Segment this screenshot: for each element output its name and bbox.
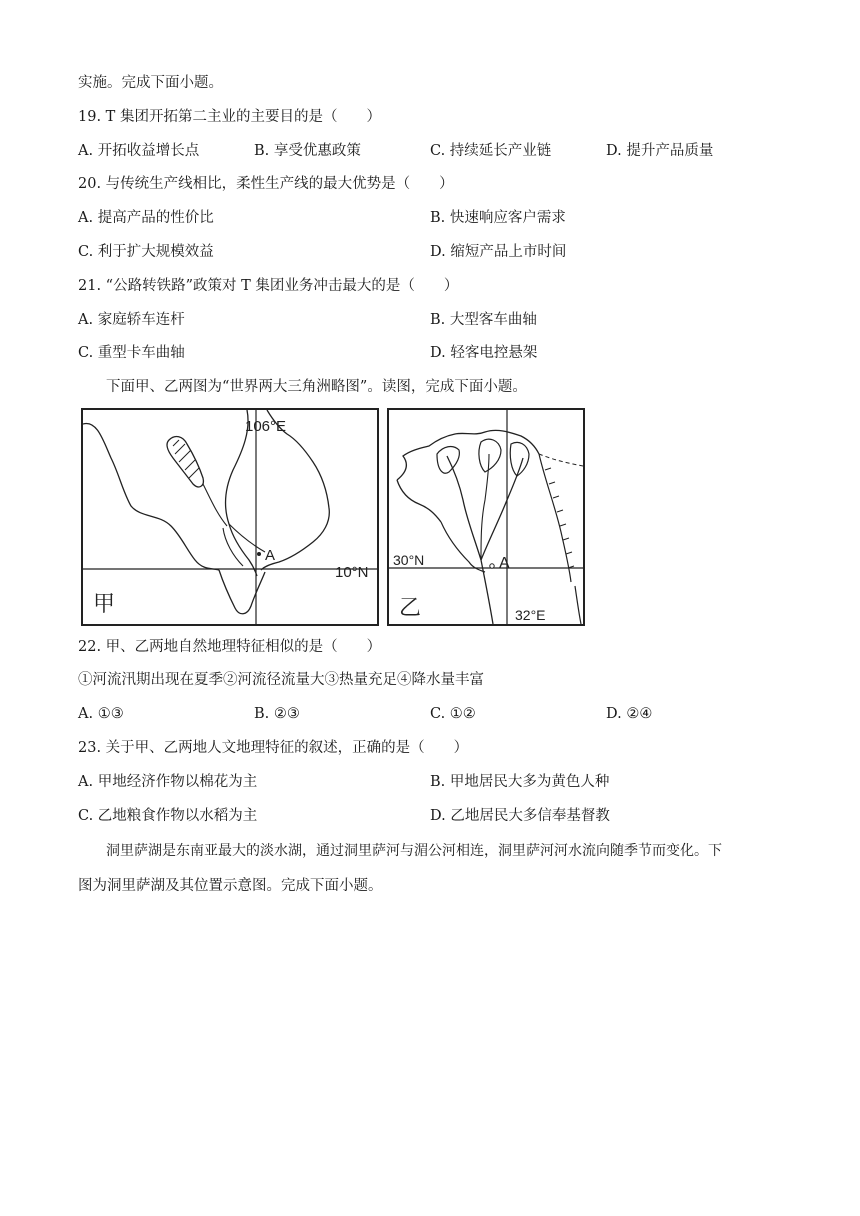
intro-tail: 实施。完成下面小题。 xyxy=(78,75,223,91)
q23-stem: 23. 关于甲、乙两地人文地理特征的叙述，正确的是（ ） xyxy=(78,740,469,756)
q19-option-d[interactable]: D. 提升产品质量 xyxy=(606,143,714,159)
q19-option-b[interactable]: B. 享受优惠政策 xyxy=(254,143,361,159)
q20-option-c[interactable]: C. 利于扩大规模效益 xyxy=(78,244,214,260)
q22-option-a[interactable]: A. ①③ xyxy=(78,706,124,722)
map-jia-longitude-label: 106°E xyxy=(245,418,287,435)
q23-option-d[interactable]: D. 乙地居民大多信奉基督教 xyxy=(430,808,610,824)
q20-option-b[interactable]: B. 快速响应客户需求 xyxy=(430,210,566,226)
map-yi-label: 乙 xyxy=(399,596,422,621)
q22-statements: ①河流汛期出现在夏季②河流径流量大③热量充足④降水量丰富 xyxy=(78,672,484,688)
q23-option-b[interactable]: B. 甲地居民大多为黄色人种 xyxy=(430,774,610,790)
map-yi-latitude-label: 30°N xyxy=(393,552,425,568)
map-yi-point-label: A xyxy=(499,555,510,572)
q23-option-c[interactable]: C. 乙地粮食作物以水稻为主 xyxy=(78,808,258,824)
q21-option-c[interactable]: C. 重型卡车曲轴 xyxy=(78,345,185,361)
map-yi-figure xyxy=(389,410,583,624)
map-yi xyxy=(387,408,585,626)
map-jia-label: 甲 xyxy=(93,592,116,617)
map-yi-longitude-label: 32°E xyxy=(515,607,546,623)
lake-intro-line2: 图为洞里萨湖及其位置示意图。完成下面小题。 xyxy=(78,878,383,894)
map-jia-latitude-label: 10°N xyxy=(335,564,369,581)
q21-option-a[interactable]: A. 家庭轿车连杆 xyxy=(78,312,185,328)
map-intro: 下面甲、乙两图为“世界两大三角洲略图”。读图，完成下面小题。 xyxy=(106,379,527,395)
q22-option-d[interactable]: D. ②④ xyxy=(606,706,653,722)
q21-option-d[interactable]: D. 轻客电控悬架 xyxy=(430,345,538,361)
q23-option-a[interactable]: A. 甲地经济作物以棉花为主 xyxy=(78,774,258,790)
q19-option-c[interactable]: C. 持续延长产业链 xyxy=(430,143,552,159)
q20-option-d[interactable]: D. 缩短产品上市时间 xyxy=(430,244,567,260)
map-jia xyxy=(81,408,379,626)
lake-intro-line1: 洞里萨湖是东南亚最大的淡水湖，通过洞里萨河与湄公河相连，洞里萨河河水流向随季节而变化。下 xyxy=(106,843,722,859)
map-jia-point-label: A xyxy=(265,547,276,564)
q20-stem: 20. 与传统生产线相比，柔性生产线的最大优势是（ ） xyxy=(78,176,454,192)
q22-stem: 22. 甲、乙两地自然地理特征相似的是（ ） xyxy=(78,639,382,655)
q19-stem: 19. T 集团开拓第二主业的主要目的是（ ） xyxy=(78,109,381,125)
q22-option-b[interactable]: B. ②③ xyxy=(254,706,300,722)
q22-option-c[interactable]: C. ①② xyxy=(430,706,476,722)
q21-stem: 21. “公路转铁路”政策对 T 集团业务冲击最大的是（ ） xyxy=(78,278,459,294)
map-jia-figure xyxy=(83,410,377,624)
q20-option-a[interactable]: A. 提高产品的性价比 xyxy=(78,210,214,226)
q21-option-b[interactable]: B. 大型客车曲轴 xyxy=(430,312,537,328)
q19-option-a[interactable]: A. 开拓收益增长点 xyxy=(78,143,200,159)
